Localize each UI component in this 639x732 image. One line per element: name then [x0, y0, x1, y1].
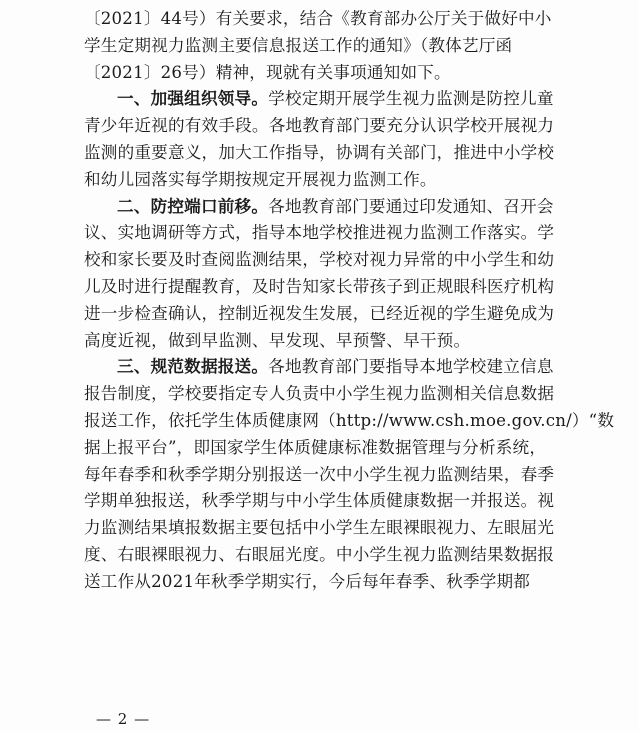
text-line: 据上报平台”，即国家学生体质健康标准数据管理与分析系统， [84, 437, 547, 457]
text-line: 送工作从2021年秋季学期实行，今后每年春季、秋季学期都 [84, 571, 531, 591]
text-line: 学期单独报送，秋季学期与中小学生体质健康数据一并报送。视 [84, 491, 555, 511]
text-line: 高度近视，做到早监测、早发现、早预警、早干预。 [84, 330, 471, 350]
text-line: 报告制度，学校要指定专人负责中小学生视力监测相关信息数据 [84, 384, 555, 404]
text-line: 〔2021〕26号）精神，现就有关事项通知如下。 [84, 62, 451, 82]
text-line: 度、右眼裸眼视力、右眼屈光度。中小学生视力监测结果数据报 [84, 544, 555, 564]
document-body [84, 6, 615, 596]
section-3-first-line [84, 354, 584, 381]
section-2-first-line [84, 194, 584, 221]
section-heading: 三、规范数据报送。 [117, 357, 269, 377]
text-line: 力监测结果填报数据主要包括中小学生左眼裸眼视力、左眼屈光 [84, 518, 555, 538]
section-1-first-line [84, 86, 584, 113]
text-line: 监测的重要意义，加大工作指导，协调有关部门，推进中小学校 [84, 142, 555, 162]
page-number: — 2 — [96, 710, 151, 728]
text-line: 报送工作，依托学生体质健康网（http://www.csh.moe.gov.cn/）“数 [84, 410, 615, 430]
text-line: 〔2021〕44号）有关要求，结合《教育部办公厅关于做好中小 [84, 9, 552, 28]
text-line: 每年春季和秋季学期分别报送一次中小学生视力监测结果，春季 [84, 464, 555, 484]
text-line: 校和家长要及时查阅监测结果，学校对视力异常的中小学生和幼 [84, 250, 555, 270]
text-line: 学生定期视力监测主要信息报送工作的通知》（教体艺厅函 [84, 35, 513, 55]
text-line: 青少年近视的有效手段。各地教育部门要充分认识学校开展视力 [84, 116, 555, 136]
section-heading: 二、防控端口前移。 [117, 196, 269, 216]
text-line: 和幼儿园落实每学期按规定开展视力监测工作。 [84, 169, 437, 189]
text-line: 议、实地调研等方式，指导本地学校推进视力监测工作落实。学 [84, 223, 555, 243]
section-text: 学校定期开展学生视力监测是防控儿童 [268, 89, 554, 109]
section-text: 各地教育部门要通过印发通知、召开会 [268, 196, 554, 216]
text-line: 进一步检查确认，控制近视发生发展，已经近视的学生避免成为 [84, 303, 555, 323]
section-heading: 一、加强组织领导。 [117, 89, 269, 109]
section-text: 各地教育部门要指导本地学校建立信息 [268, 357, 554, 377]
text-line: 儿及时进行提醒教育，及时告知家长带孩子到正规眼科医疗机构 [84, 276, 555, 296]
